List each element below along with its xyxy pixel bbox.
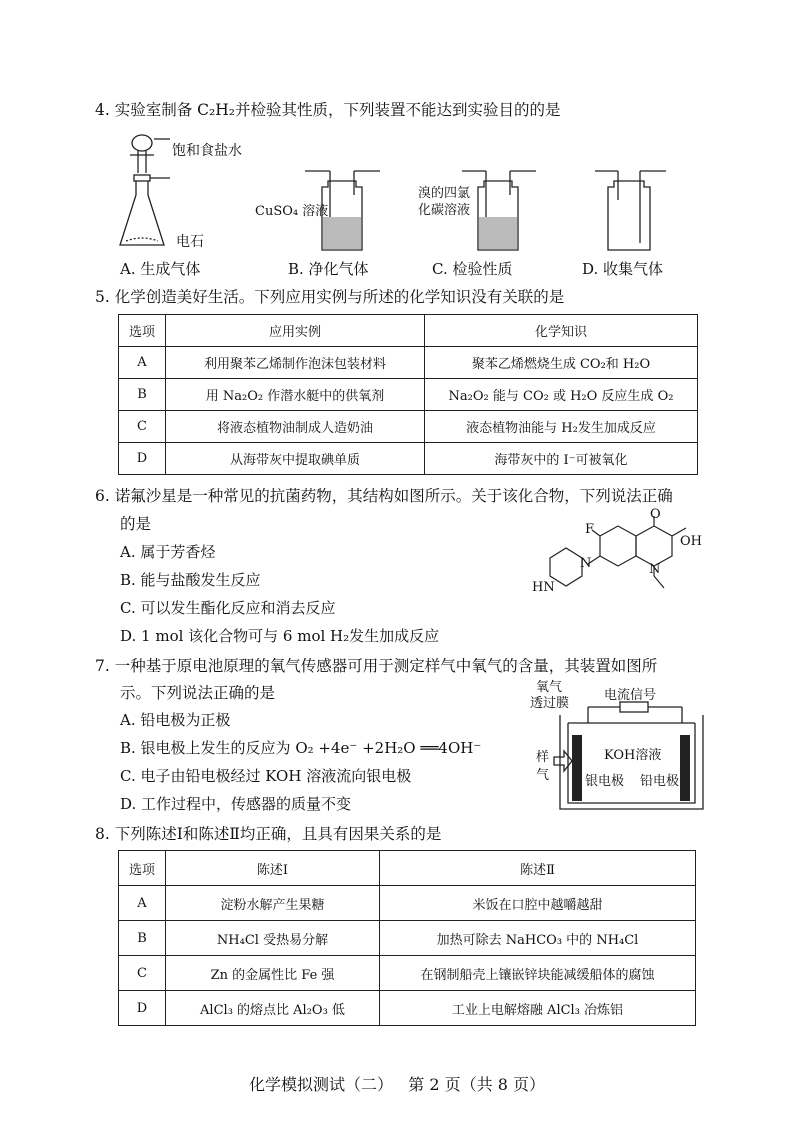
q7-option-c: C. 电子由铅电极经过 KOH 溶液流向银电极 [120, 767, 412, 785]
label-funnel: 饱和食盐水 [172, 143, 242, 159]
header-cell: 应用实例 [166, 315, 425, 347]
table-cell: 从海带灰中提取碘单质 [166, 443, 425, 475]
q7-option-d: D. 工作过程中，传感器的质量不变 [120, 795, 352, 813]
caption-d: D. 收集气体 [582, 260, 664, 278]
caption-b: B. 净化气体 [288, 260, 369, 278]
label-carbide: 电石 [176, 234, 204, 250]
q5-table [118, 314, 698, 475]
atom-n1: N [580, 556, 592, 571]
table-cell: 液态植物油能与 H₂发生加成反应 [425, 411, 698, 443]
q8-table [118, 850, 696, 1026]
page-footer: 化学模拟测试（二） 第 2 页（共 8 页） [249, 1075, 545, 1094]
table-cell: A [119, 886, 166, 921]
table-cell: 海带灰中的 I⁻可被氧化 [425, 443, 698, 475]
table-cell: 用 Na₂O₂ 作潜水艇中的供氧剂 [166, 379, 425, 411]
q6-stem-line1: 6. 诺氟沙星是一种常见的抗菌药物，其结构如图所示。关于该化合物，下列说法正确 [95, 487, 673, 505]
header-cell: 选项 [119, 315, 166, 347]
caption-a: A. 生成气体 [120, 260, 201, 278]
q7-option-b: B. 银电极上发生的反应为 O₂ +4e⁻ +2H₂O ══4OH⁻ [120, 739, 482, 757]
label-silver-electrode: 银电极 [585, 774, 625, 789]
table-cell: C [119, 411, 166, 443]
q6-stem-line2: 的是 [120, 515, 152, 533]
q7-option-a: A. 铅电极为正极 [120, 711, 231, 729]
atom-o: O [650, 507, 661, 522]
label-membrane-1: 氧气 [536, 680, 563, 695]
table-row [119, 379, 698, 411]
table-cell: 在钢制船壳上镶嵌锌块能减缓船体的腐蚀 [380, 956, 696, 991]
label-sample-1: 样 [536, 750, 550, 765]
collect-bottle-d [595, 171, 666, 250]
table-header-row [119, 315, 698, 347]
atom-f: F [585, 522, 595, 537]
table-cell: NH₄Cl 受热易分解 [166, 921, 380, 956]
table-row [119, 991, 696, 1026]
table-cell: 米饭在口腔中越嚼越甜 [380, 886, 696, 921]
q6-option-c: C. 可以发生酯化反应和消去反应 [120, 599, 336, 617]
atom-hn: HN [532, 580, 555, 595]
table-row [119, 411, 698, 443]
q8-stem: 8. 下列陈述Ⅰ和陈述Ⅱ均正确，且具有因果关系的是 [95, 825, 442, 843]
norfloxacin-structure [530, 508, 710, 604]
label-sample-2: 气 [536, 768, 550, 783]
table-header-row [119, 851, 696, 886]
table-cell: C [119, 956, 166, 991]
label-br2: 化碳溶液 [418, 203, 471, 218]
label-cuso4: CuSO₄ 溶液 [255, 204, 329, 219]
label-lead-electrode: 铅电极 [640, 774, 680, 789]
label-membrane-2: 透过膜 [530, 696, 570, 711]
table-cell: A [119, 347, 166, 379]
q7-stem-line1: 7. 一种基于原电池原理的氧气传感器可用于测定样气中氧气的含量，其装置如图所 [95, 657, 658, 675]
header-cell: 化学知识 [425, 315, 698, 347]
wash-bottle-c [462, 171, 536, 250]
table-cell: 聚苯乙烯燃烧生成 CO₂和 H₂O [425, 347, 698, 379]
table-cell: D [119, 443, 166, 475]
table-cell: Na₂O₂ 能与 CO₂ 或 H₂O 反应生成 O₂ [425, 379, 698, 411]
q4-stem: 4. 实验室制备 C₂H₂并检验其性质，下列装置不能达到实验目的的是 [95, 101, 561, 119]
q5-stem: 5. 化学创造美好生活。下列应用实例与所述的化学知识没有关联的是 [95, 288, 565, 306]
q6-option-a: A. 属于芳香烃 [120, 543, 216, 561]
q6-option-d: D. 1 mol 该化合物可与 6 mol H₂发生加成反应 [120, 627, 440, 645]
table-row [119, 921, 696, 956]
table-cell: 利用聚苯乙烯制作泡沫包装材料 [166, 347, 425, 379]
header-cell: 陈述Ⅰ [166, 851, 380, 886]
label-current-signal: 电流信号 [604, 688, 657, 703]
table-cell: 将液态植物油制成人造奶油 [166, 411, 425, 443]
label-br1: 溴的四氯 [418, 186, 471, 201]
header-cell: 陈述Ⅱ [380, 851, 696, 886]
table-row [119, 956, 696, 991]
table-cell: 淀粉水解产生果糖 [166, 886, 380, 921]
table-cell: Zn 的金属性比 Fe 强 [166, 956, 380, 991]
label-koh: KOH溶液 [604, 748, 662, 763]
table-cell: D [119, 991, 166, 1026]
header-cell: 选项 [119, 851, 166, 886]
table-cell: B [119, 921, 166, 956]
table-row [119, 443, 698, 475]
atom-oh: OH [680, 534, 702, 549]
q6-option-b: B. 能与盐酸发生反应 [120, 571, 261, 589]
table-cell: 加热可除去 NaHCO₃ 中的 NH₄Cl [380, 921, 696, 956]
table-cell: 工业上电解熔融 AlCl₃ 冶炼铝 [380, 991, 696, 1026]
table-row [119, 886, 696, 921]
caption-c: C. 检验性质 [432, 260, 513, 278]
atom-n2: N [649, 562, 661, 577]
table-row [119, 347, 698, 379]
flask-apparatus-a [120, 135, 170, 245]
table-cell: AlCl₃ 的熔点比 Al₂O₃ 低 [166, 991, 380, 1026]
table-cell: B [119, 379, 166, 411]
q7-stem-line2: 示。下列说法正确的是 [120, 684, 276, 702]
